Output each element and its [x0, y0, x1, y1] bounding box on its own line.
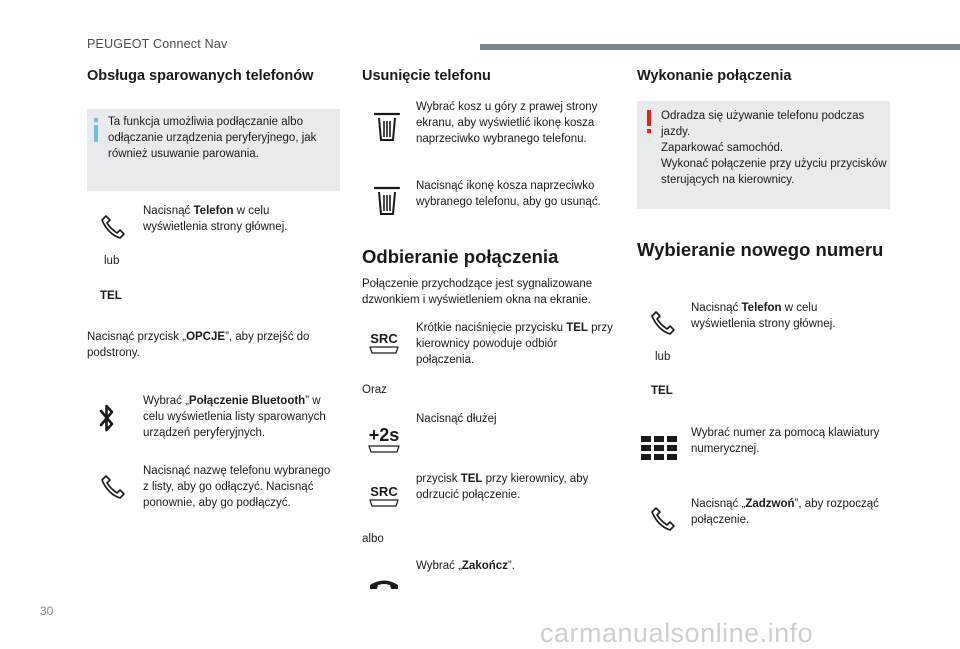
bluetooth-icon: [99, 402, 115, 434]
section-title-paired-phones: Obsługa sparowanych telefonów: [87, 68, 314, 84]
page-number: 30: [40, 604, 54, 618]
oraz-label: Oraz: [362, 384, 387, 396]
trash-icon: [372, 110, 402, 142]
warning-note-text: Odradza się używanie telefonu podczas jazdy. Zaparkować samochód. Wykonać połączenie przy użyciu przycisków sterujących na kierownicy.: [661, 110, 887, 186]
section-title-receive-call: Odbieranie połączenia: [362, 246, 559, 267]
src-label: SRC: [370, 484, 398, 499]
step-end-call: Wybrać „Zakończ”.: [416, 560, 515, 572]
touch-pointer-icon: [650, 506, 676, 532]
hang-up-icon: [368, 578, 400, 592]
section-title-dial-new-number: Wybieranie nowego numeru: [637, 239, 884, 260]
src-button-outline-icon: [366, 499, 402, 507]
header-bar: [480, 44, 960, 50]
step-call: Nacisnąć „Zadzwoń”, aby rozpocząć połączenie.: [691, 498, 879, 526]
or-label: lub: [655, 351, 671, 363]
plus-2s-outline-icon: [364, 445, 404, 453]
step-select-trash: Wybrać kosz u góry z prawej strony ekranu, aby wyświetlić ikonę kosza naprzeciwko wybranego telefonu.: [416, 101, 598, 145]
step-short-press: Krótkie naciśnięcie przycisku TEL przy kierownicy powoduje odbiór połączenia.: [416, 322, 613, 366]
step-keypad: Wybrać numer za pomocą klawiatury numerycznej.: [691, 427, 880, 455]
step-bluetooth: Wybrać „Połączenie Bluetooth” w celu wyświetlenia listy sparowanych urządzeń peryferyjnych.: [143, 395, 326, 439]
src-button: [366, 484, 402, 507]
phone-handset-icon: [100, 214, 126, 240]
albo-label: albo: [362, 533, 384, 545]
src-button-outline-icon: [366, 346, 402, 354]
plus-2s-button: [364, 425, 404, 453]
step-reject: przycisk TEL przy kierownicy, aby odrzucić połączenie.: [416, 473, 589, 501]
step-options: Nacisnąć przycisk „OPCJE”, aby przejść do podstrony.: [87, 331, 310, 359]
info-icon: [93, 118, 99, 142]
info-note-text: Ta funkcja umożliwia podłączanie albo odłączanie urządzenia peryferyjnego, jak również usuwanie parowania.: [108, 116, 317, 160]
step-press-trash: Nacisnąć ikonę kosza naprzeciwko wybranego telefonu, aby go usunąć.: [416, 180, 601, 208]
or-label: lub: [104, 255, 120, 267]
step-long-press: Nacisnąć dłużej: [416, 413, 497, 425]
plus-2s-label: +2s: [368, 425, 400, 445]
warning-note: [637, 101, 890, 209]
phone-handset-icon: [650, 310, 676, 336]
tel-label: TEL: [100, 290, 122, 302]
src-button: [366, 331, 402, 354]
tel-label: TEL: [651, 385, 673, 397]
trash-icon: [372, 184, 402, 216]
running-header: PEUGEOT Connect Nav: [87, 37, 228, 51]
keypad-icon: [641, 436, 681, 464]
step-press-phone: Nacisnąć Telefon w celu wyświetlenia strony głównej.: [143, 205, 288, 233]
src-label: SRC: [370, 331, 398, 346]
section-title-make-call: Wykonanie połączenia: [637, 68, 792, 84]
watermark: carmanualsonline.info: [540, 618, 814, 648]
warning-icon: [646, 110, 652, 134]
touch-pointer-icon: [100, 474, 126, 500]
step-press-phone-2: Nacisnąć Telefon w celu wyświetlenia strony głównej.: [691, 302, 836, 330]
step-phone-name: Nacisnąć nazwę telefonu wybranego z listy, aby go odłączyć. Nacisnąć ponownie, aby go podłączyć.: [143, 465, 331, 509]
info-note: [87, 109, 340, 191]
receive-intro: Połączenie przychodzące jest sygnalizowane dzwonkiem i wyświetleniem okna na ekranie.: [362, 278, 593, 306]
section-title-delete-phone: Usunięcie telefonu: [362, 68, 491, 84]
